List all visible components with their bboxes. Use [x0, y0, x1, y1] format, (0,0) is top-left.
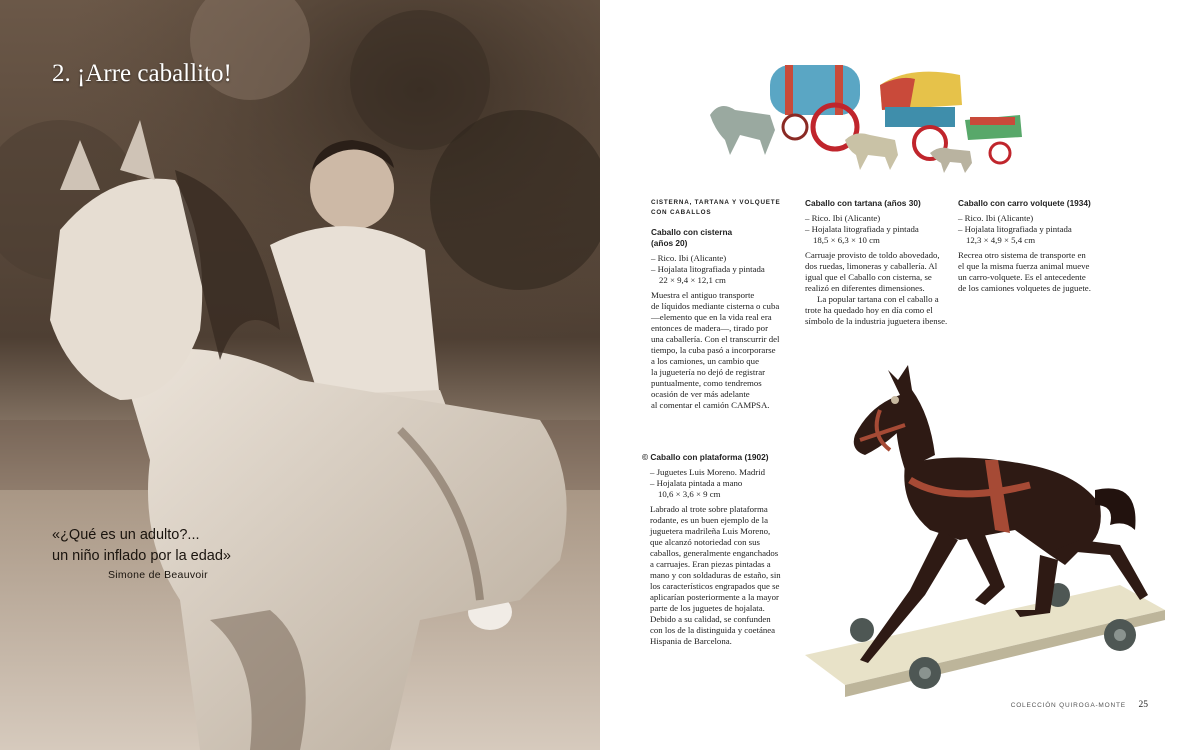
body-line: de líquidos mediante cisterna o cuba: [651, 301, 780, 311]
item-title: Caballo con cisterna: [651, 227, 733, 237]
body-line: juguetera madrileña Luis Moreno,: [650, 526, 771, 536]
spec-line: – Rico. Ibi (Alicante): [958, 213, 1034, 223]
quote-line: un niño inflado por la edad»: [52, 548, 231, 564]
horse-platform-photo: [800, 355, 1170, 700]
body-line: realizó en diferentes dimensiones.: [805, 283, 925, 293]
column-cisterna: [651, 198, 796, 411]
body-line: La popular tartana con el caballo a: [817, 294, 939, 304]
spec-dimensions: 22 × 9,4 × 12,1 cm: [659, 275, 726, 285]
body-line: de los camiones volquetes de juguete.: [958, 283, 1091, 293]
body-line: Muestra el antiguo transporte: [651, 290, 755, 300]
item-title: (años 20): [651, 238, 688, 248]
body-line: —elemento que en la vida real era: [651, 312, 772, 322]
spec-line: – Rico. Ibi (Alicante): [805, 213, 881, 223]
page-footer: [1011, 700, 1148, 710]
body-line: Labrado al trote sobre plataforma: [650, 504, 768, 514]
spec-dimensions: 18,5 × 6,3 × 10 cm: [813, 235, 880, 245]
page-number: 25: [1138, 700, 1148, 710]
body-line: al comentar el camión CAMPSA.: [651, 400, 770, 410]
body-line: trote ha quedado hoy en día como el: [805, 305, 933, 315]
body-line: con los de la distinguida y coetánea: [650, 625, 776, 635]
spec-dimensions: 12,3 × 4,9 × 5,4 cm: [966, 235, 1036, 245]
body-line: parte de los juguetes de hojalata.: [650, 603, 765, 613]
body-line: caballos, generalmente enganchados: [650, 548, 779, 558]
quote-author: Simone de Beauvoir: [108, 569, 208, 581]
body-line: entonces de madera—, tirado por: [651, 323, 769, 333]
body-line: ocasión de ver más adelante: [651, 389, 750, 399]
spec-dimensions: 10,6 × 3,6 × 9 cm: [658, 489, 721, 499]
footer-collection: COLECCIÓN QUIROGA-MONTE: [1010, 702, 1126, 709]
right-page: [600, 0, 1200, 750]
body-line: a carruajes. Eran piezas pintadas a: [650, 559, 771, 569]
body-line: aplicarían posteriormente a la mayor: [650, 592, 779, 602]
spec-line: – Hojalata litografiada y pintada: [651, 264, 765, 274]
spec-line: – Juguetes Luis Moreno. Madrid: [650, 467, 766, 477]
spec-line: – Rico. Ibi (Alicante): [651, 253, 727, 263]
body-line: los característicos engrapados que se: [650, 581, 780, 591]
body-line: la juguetería no dejó de registrar: [651, 367, 766, 377]
body-line: igual que el Caballo con cisterna, se: [805, 272, 932, 282]
body-line: Recrea otro sistema de transporte en: [958, 250, 1086, 260]
body-line: Debido a su calidad, se confunden: [650, 614, 771, 624]
body-line: mano y con soldaduras de estaño, sin: [650, 570, 781, 580]
body-line: puntualmente, como tendremos: [651, 378, 762, 388]
column-plataforma: [642, 452, 802, 647]
column-tartana: [805, 198, 955, 327]
body-line: a los camiones, un cambio que: [651, 356, 759, 366]
item-title: Caballo con carro volquete (1934): [958, 198, 1091, 208]
item-title: © Caballo con plataforma (1902): [642, 452, 769, 462]
spec-line: – Hojalata litografiada y pintada: [958, 224, 1072, 234]
body-line: que alcanzó notoriedad con sus: [650, 537, 760, 547]
body-line: el que la misma fuerza animal mueve: [958, 261, 1090, 271]
body-line: símbolo de la industria juguetera ibense.: [805, 316, 948, 326]
chapter-title: 2. ¡Arre caballito!: [52, 60, 232, 87]
body-line: Hispania de Barcelona.: [650, 636, 732, 646]
body-line: tiempo, la cuba pasó a incorporarse: [651, 345, 776, 355]
section-label: CON CABALLOS: [651, 209, 712, 216]
column-volquete: [958, 198, 1118, 294]
quote-line: «¿Qué es un adulto?...: [52, 527, 200, 543]
body-line: dos ruedas, limoneras y caballería. Al: [805, 261, 938, 271]
spec-line: – Hojalata litografiada y pintada: [805, 224, 919, 234]
body-line: Carruaje provisto de toldo abovedado,: [805, 250, 940, 260]
spec-line: – Hojalata pintada a mano: [650, 478, 743, 488]
body-line: rodante, es un buen ejemplo de la: [650, 515, 768, 525]
body-line: una caballería. Con el transcurrir del: [651, 334, 780, 344]
section-label: CISTERNA, TARTANA Y VOLQUETE: [651, 199, 781, 206]
quote: [52, 525, 231, 567]
body-line: un carro-volquete. Es el antecedente: [958, 272, 1086, 282]
horse-carts-photo: [700, 45, 1030, 175]
item-title: Caballo con tartana (años 30): [805, 198, 921, 208]
